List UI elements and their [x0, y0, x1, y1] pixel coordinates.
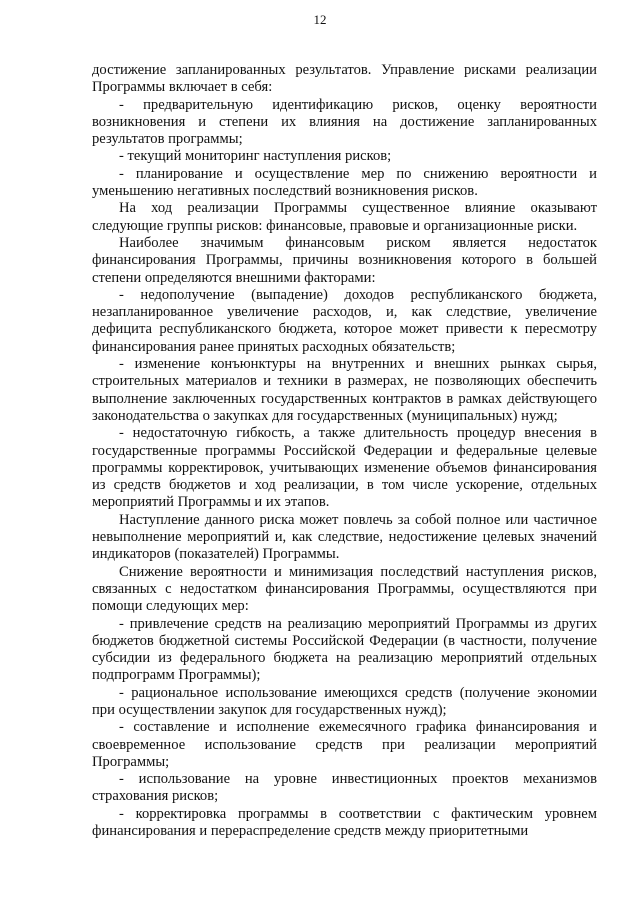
list-item: - недостаточную гибкость, а также длительность процедур внесения в государственные программы Российской Федерации и федеральные целевые программы корректировок, учитывающих изменение объемов финансирования из средств бюджетов и ход реализации, в том числе ускорение, отдельных мероприятий Программы и их этапов. — [92, 425, 597, 511]
list-item: - планирование и осуществление мер по снижению вероятности и уменьшению негативных последствий возникновения рисков. — [92, 165, 597, 200]
list-item: - текущий мониторинг наступления рисков; — [119, 148, 392, 165]
page-number: 12 — [313, 12, 327, 27]
paragraph: На ход реализации Программы существенное влияние оказывают следующие группы рисков: финансовые, правовые и организационные риски. — [92, 200, 597, 234]
list-item: - корректировка программы в соответствии с фактическим уровнем финансирования и перераспределение средств между приоритетными — [92, 805, 597, 840]
paragraph: Наступление данного риска может повлечь за собой полное или частичное невыполнение мероприятий и, как следствие, недостижение целевых значений индикаторов (показателей) Программы. — [92, 511, 597, 563]
list-item: - привлечение средств на реализацию мероприятий Программы из других бюджетов бюджетной системы Российской Федерации (в частности, получение субсидии из федерального бюджета на реализацию мероприятий отдельных подпрограмм Программы); — [92, 615, 597, 684]
paragraph: достижение запланированных результатов. Управление рисками реализации Программы включает в себя: — [92, 62, 597, 96]
list-item: - изменение конъюнктуры на внутренних и внешних рынках сырья, строительных материалов и техники в размерах, не позволяющих обеспечить выполнение заключенных государственных контрактов в рамках действующего законодательства о закупках для государственных (муниципальных) нужд; — [92, 356, 597, 424]
paragraph: Наиболее значимым финансовым риском является недостаток финансирования Программы, причины возникновения которого в большей степени определяются внешними факторами: — [92, 234, 597, 286]
list-item: - составление и исполнение ежемесячного графика финансирования и своевременное использование средств при реализации мероприятий Программы; — [92, 719, 597, 770]
paragraph: Снижение вероятности и минимизация последствий наступления рисков, связанных с недостатком финансирования Программы, осуществляются при помощи следующих мер: — [92, 563, 597, 615]
list-item: - использование на уровне инвестиционных проектов механизмов страхования рисков; — [92, 771, 597, 805]
list-item: - недополучение (выпадение) доходов республиканского бюджета, незапланированное увеличение расходов, и, как следствие, увеличение дефицита республиканского бюджета, которое может привести к пересмотру финансирования ранее принятых расходных обязательств; — [92, 286, 597, 355]
list-item: - предварительную идентификацию рисков, оценку вероятности возникновения и степени их влияния на достижение запланированных результатов программы; — [92, 96, 597, 148]
body-text — [92, 62, 597, 840]
list-item: - рациональное использование имеющихся средств (получение экономии при осуществлении закупок для государственных нужд); — [92, 684, 597, 718]
